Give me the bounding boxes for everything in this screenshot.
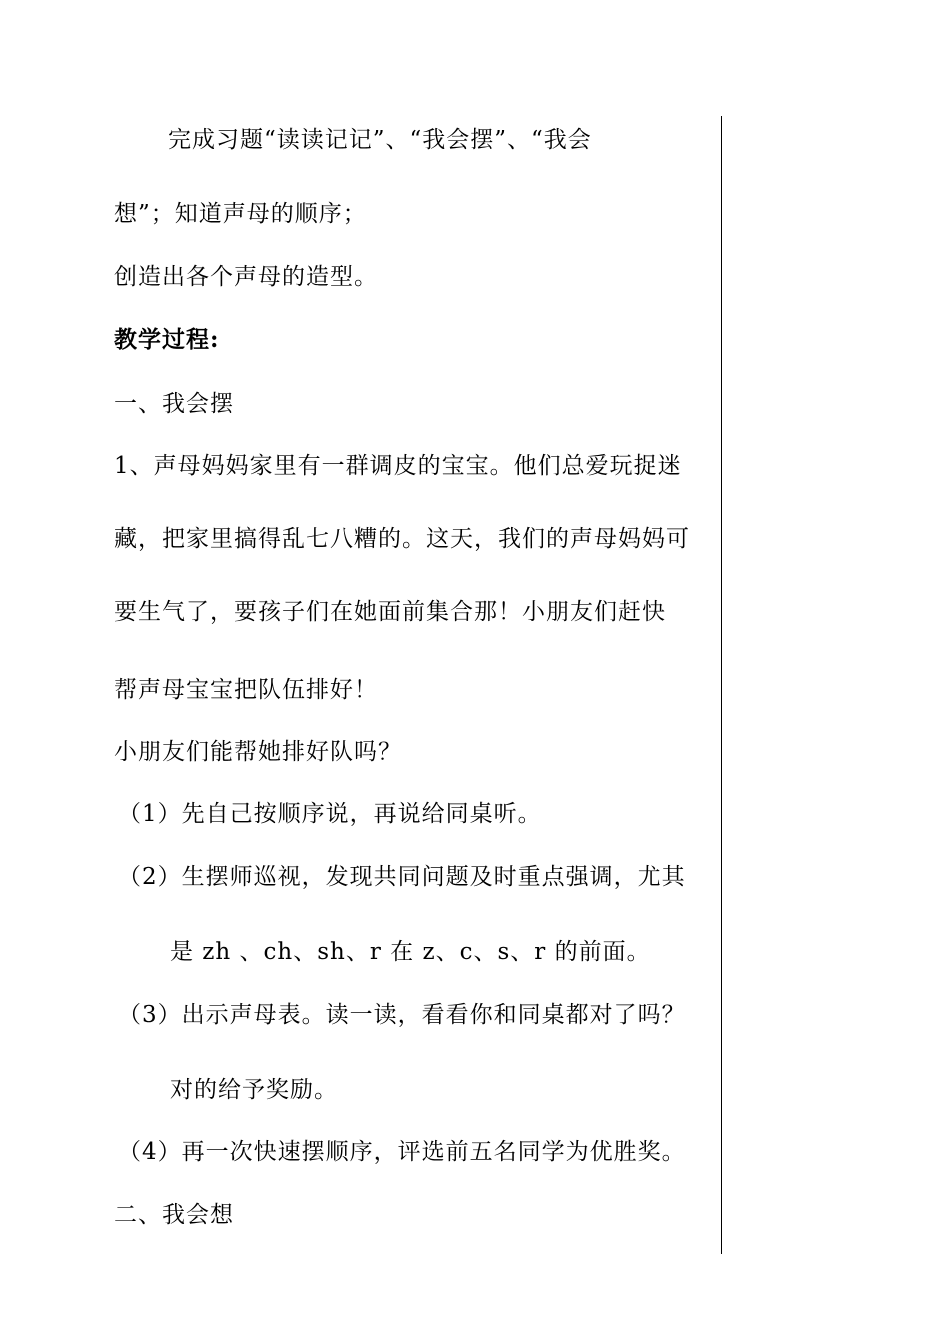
objective-line-2: 想”；知道声母的顺序；	[114, 201, 367, 227]
paragraph-line-3: 要生气了，要孩子们在她面前集合那！小朋友们赶快	[114, 599, 666, 625]
paragraph-line-1: 1、声母妈妈家里有一群调皮的宝宝。他们总爱玩捉迷	[114, 453, 682, 479]
section-heading-process: 教学过程:	[114, 326, 220, 353]
objective-line-1: 完成习题“读读记记”、“我会摆”、“我会	[168, 127, 592, 153]
paragraph-line-4: 帮声母宝宝把队伍排好！	[114, 677, 378, 703]
section-heading-1: 一、我会摆	[114, 391, 234, 417]
step-2-continuation: 是 zh 、ch、sh、r 在 z、c、s、r 的前面。	[170, 939, 651, 965]
step-4: （4）再一次快速摆顺序，评选前五名同学为优胜奖。	[118, 1139, 686, 1165]
step-3-continuation: 对的给予奖励。	[170, 1077, 338, 1103]
objective-line-3: 创造出各个声母的造型。	[114, 264, 378, 290]
table-border-line	[721, 116, 722, 1254]
question-line: 小朋友们能帮她排好队吗？	[114, 739, 402, 765]
step-3: （3）出示声母表。读一读，看看你和同桌都对了吗？	[118, 1002, 686, 1028]
paragraph-line-2: 藏，把家里搞得乱七八糟的。这天，我们的声母妈妈可	[114, 526, 690, 552]
step-2: （2）生摆师巡视，发现共同问题及时重点强调，尤其	[118, 864, 686, 890]
section-heading-2: 二、我会想	[114, 1202, 234, 1228]
step-1: （1）先自己按顺序说，再说给同桌听。	[118, 801, 542, 827]
